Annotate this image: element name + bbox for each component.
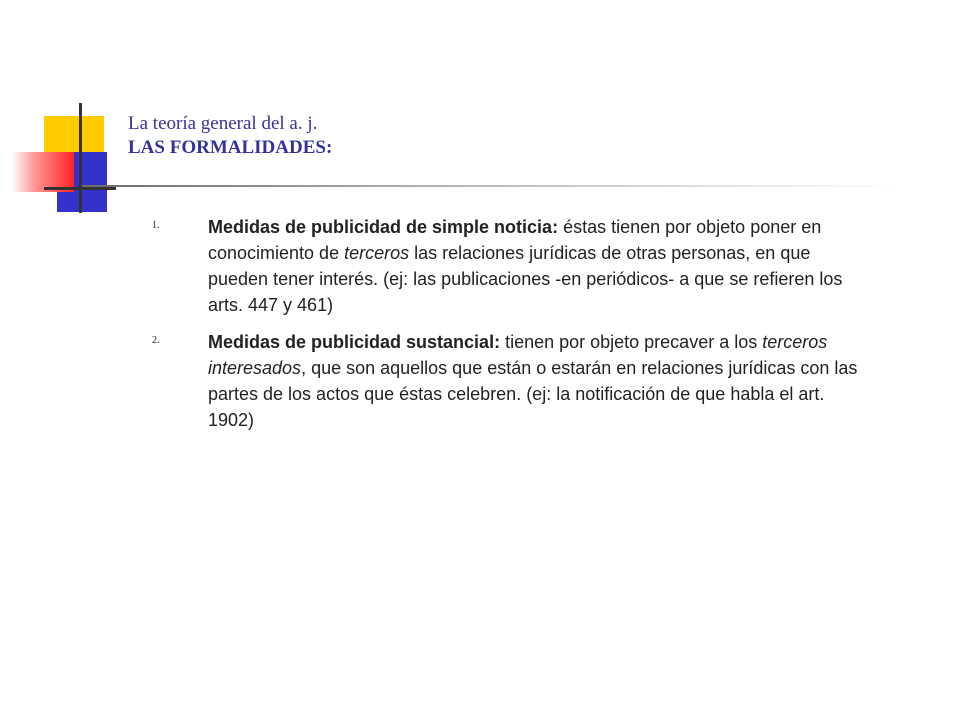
list-item-italic: terceros interesados — [208, 332, 828, 378]
list-item-text-b: las relaciones jurídicas de otras personas, en que pueden tener interés. (ej: las publicaciones -en periódicos- a que se refieren los arts. 447 y 461) — [208, 243, 843, 315]
list-item-text-b: , que son aquellos que están o estarán en relaciones jurídicas con las partes de los actos que éstas celebren. (ej: la notificación de que habla el art. 1902) — [208, 358, 858, 430]
list-item-text-a: tienen por objeto precaver a los — [500, 332, 763, 352]
content-list — [150, 214, 870, 444]
slide-title-line2: LAS FORMALIDADES: — [128, 137, 333, 158]
decor-horizontal-line — [44, 187, 116, 190]
decor-red-gradient-block — [12, 152, 74, 192]
list-item-italic: terceros — [344, 243, 410, 263]
list-item — [150, 214, 870, 318]
list-item-body — [208, 329, 870, 433]
slide-title-line1: La teoría general del a. j. — [128, 113, 318, 134]
title-underline-rule — [82, 185, 902, 187]
decor-vertical-line — [79, 103, 82, 213]
list-item-lead: Medidas de publicidad sustancial: — [208, 332, 501, 352]
list-item — [150, 329, 870, 433]
list-item-number: 1. — [152, 220, 160, 231]
list-item-body — [208, 214, 870, 318]
list-item-lead: Medidas de publicidad de simple noticia: — [208, 217, 559, 237]
slide-title — [128, 112, 332, 160]
list-item-number: 2. — [152, 335, 160, 346]
list-item-text-a: éstas tienen por objeto poner en conocimiento de — [208, 217, 822, 263]
